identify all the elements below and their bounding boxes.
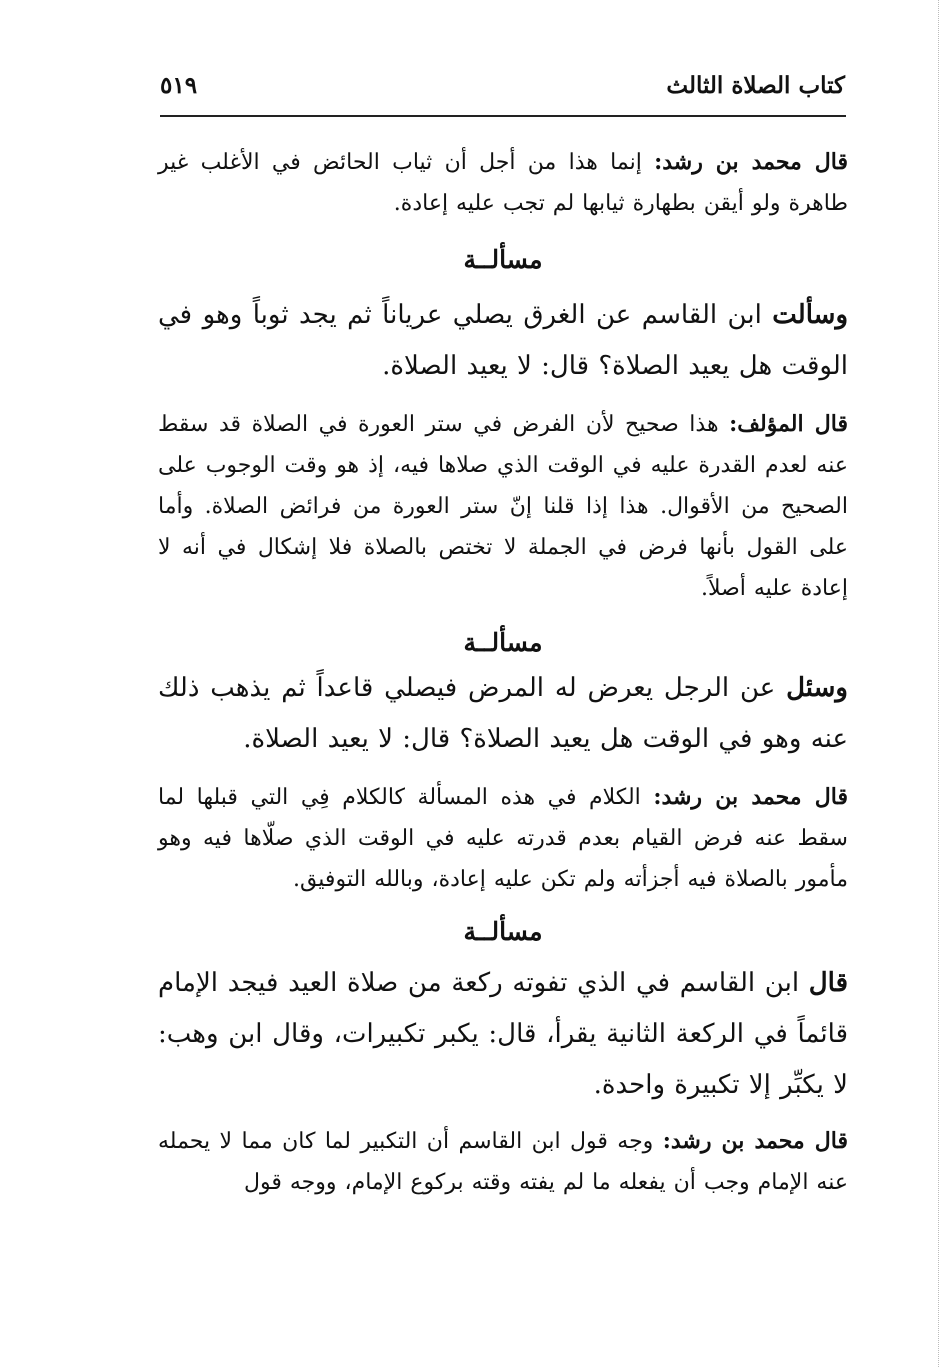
paragraph-question-1 — [158, 290, 848, 392]
paragraph-commentary-1 — [158, 142, 848, 224]
paragraph-lead: قال — [808, 968, 848, 998]
paragraph-lead: قال المؤلف: — [729, 411, 848, 437]
section-heading: مسألــة — [463, 628, 543, 657]
page-number: ٥١٩ — [160, 72, 198, 99]
paragraph-commentary-3 — [158, 777, 848, 900]
paragraph-text: عن الرجل يعرض له المرض فيصلي قاعداً ثم يذهب ذلك عنه وهو في الوقت هل يعيد الصلاة؟ قال: لا يعيد الصلاة. — [158, 673, 848, 754]
paragraph-lead: وسئل — [786, 673, 848, 703]
paragraph-question-3 — [158, 958, 848, 1111]
paragraph-text: هذا صحيح لأن الفرض في ستر العورة في الصلاة قد سقط عنه لعدم القدرة عليه في الوقت الذي صلاها فيه، إذ هو وقت الوجوب على الصحيح من الأقوال. هذا إذا قلنا إنّ ستر العورة من فرائض الصلاة. وأما على القول بأنها فرض في الجملة لا تختص بالصلاة فلا إشكال في أنه لا إعادة عليه أصلاً. — [158, 412, 848, 601]
section-heading: مسألــة — [463, 917, 543, 946]
paragraph-lead: قال محمد بن رشد: — [662, 1128, 848, 1154]
scan-edge — [938, 0, 939, 1367]
header-title: كتاب الصلاة الثالث — [666, 72, 845, 99]
paragraph-lead: قال محمد بن رشد: — [653, 784, 849, 810]
section-heading: مسألــة — [463, 245, 543, 274]
paragraph-text: ابن القاسم في الذي تفوته ركعة من صلاة العيد فيجد الإمام قائماً في الركعة الثانية يقرأ، قال: يكبر تكبيرات، وقال ابن وهب: لا يكبِّر إلا تكبيرة واحدة. — [158, 968, 848, 1100]
running-header — [160, 62, 845, 112]
header-divider — [160, 115, 846, 117]
paragraph-question-2 — [158, 663, 848, 765]
paragraph-lead: وسألت — [772, 300, 848, 330]
paragraph-lead: قال محمد بن رشد: — [654, 149, 848, 175]
paragraph-commentary-2 — [158, 404, 848, 609]
paragraph-text: ابن القاسم عن الغرق يصلي عرياناً ثم يجد ثوباً وهو في الوقت هل يعيد الصلاة؟ قال: لا يعيد الصلاة. — [158, 300, 848, 381]
paragraph-text: وجه قول ابن القاسم أن التكبير لما كان مما لا يحمله عنه الإمام وجب أن يفعله ما لم يفته وقته بركوع الإمام، ووجه قول — [158, 1129, 848, 1195]
paragraph-text: الكلام في هذه المسألة كالكلام فِي التي قبلها لما سقط عنه فرض القيام بعدم قدرته عليه في الوقت الذي صلّاها فيه وهو مأمور بالصلاة فيه أجزأته ولم تكن عليه إعادة، وبالله التوفيق. — [158, 785, 848, 892]
paragraph-commentary-4 — [158, 1121, 848, 1203]
paragraph-text: إنما هذا من أجل أن ثياب الحائض في الأغلب غير طاهرة ولو أيقن بطهارة ثيابها لم تجب عليه إعادة. — [158, 150, 848, 216]
body-text — [158, 128, 848, 1203]
